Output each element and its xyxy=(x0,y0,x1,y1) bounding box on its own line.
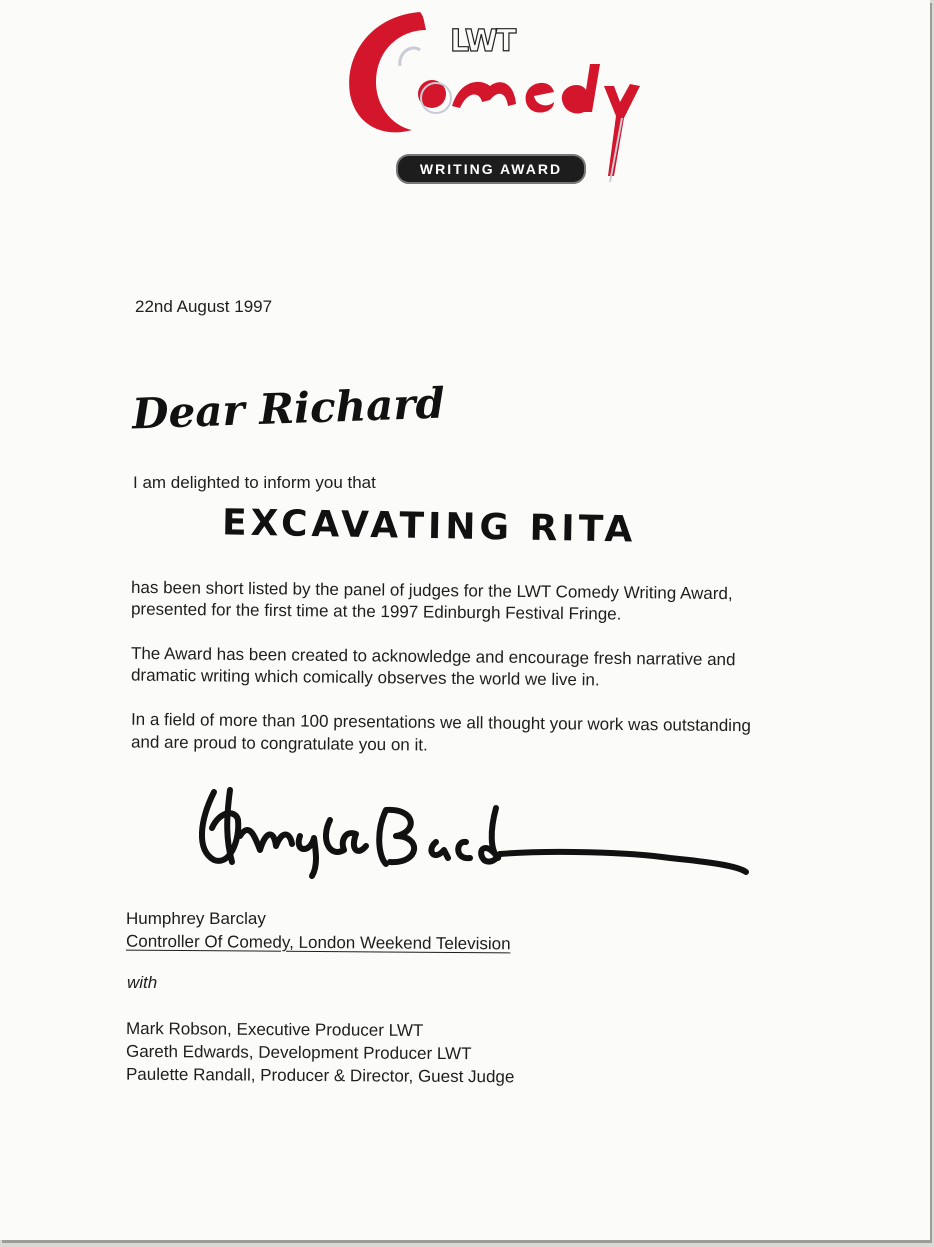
salutation-handwritten: Dear Richard xyxy=(131,378,446,439)
intro-text: I am delighted to inform you that xyxy=(133,473,376,492)
lwt-comedy-logo xyxy=(340,6,660,186)
paragraph-line: presented for the first time at the 1997 Edinburgh Festival Fringe. xyxy=(130,599,622,624)
paragraph-line: has been short listed by the panel of judges for the LWT Comedy Writing Award, xyxy=(130,577,733,604)
paragraph-line: dramatic writing which comically observes the world we live in. xyxy=(130,665,600,690)
writing-award-badge: WRITING AWARD xyxy=(396,154,586,184)
judge-item: Mark Robson, Executive Producer LWT xyxy=(125,1018,424,1041)
signatory-name: Humphrey Barclay xyxy=(126,909,266,928)
lwt-logo-text: LWT xyxy=(450,24,515,59)
show-title-handwritten: EXCAVATING RITA xyxy=(221,502,637,551)
with-label: with xyxy=(127,973,158,992)
judge-item: Gareth Edwards, Development Producer LWT xyxy=(125,1041,472,1064)
paragraph-line: and are proud to congratulate you on it. xyxy=(130,732,428,755)
paragraph-line: In a field of more than 100 presentations we all thought your work was outstanding xyxy=(130,709,752,736)
paragraph-line: The Award has been created to acknowledge and encourage fresh narrative and xyxy=(130,643,736,670)
judge-item: Paulette Randall, Producer & Director, Guest Judge xyxy=(125,1064,515,1087)
handwritten-signature xyxy=(190,780,760,890)
signatory-title: Controller Of Comedy, London Weekend Television xyxy=(125,931,511,954)
letter-date: 22nd August 1997 xyxy=(135,297,273,316)
